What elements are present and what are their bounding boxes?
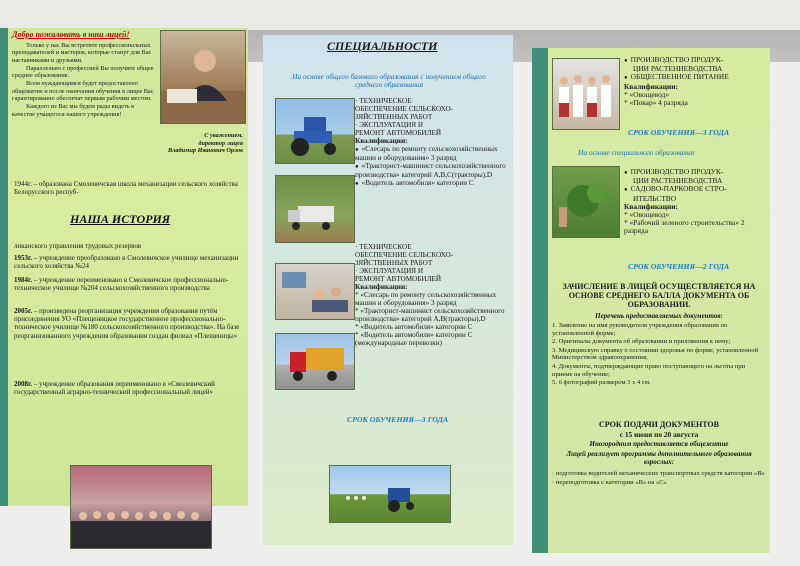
truck-illustration — [276, 176, 354, 242]
specialty-block-2 — [355, 243, 507, 347]
study-term-1: СРОК ОБУЧЕНИЯ—3 ГОДА — [628, 128, 730, 137]
history-text: – учреждение преобразовано в Смолевичское училище механизации сельского хозяйства №24 — [14, 254, 239, 271]
extra-item-text: переподготовка с категории «В» на «С» — [555, 478, 667, 486]
welcome-paragraph: Параллельно с профессией Вы получите общее среднее образование. — [12, 64, 154, 80]
extra-education-list — [552, 470, 766, 487]
document-item: 1. Заявление на имя руководителя учреждения образования по установленной форме; — [552, 322, 728, 337]
specialty-line: · ТЕХНИЧЕСКОЕ — [355, 243, 412, 251]
extra-item-text: подготовка водителей механических транспортных средств категории «В» — [555, 470, 765, 477]
qualification-text: «Повар» 4 разряда — [629, 98, 688, 108]
qualifications-label: Квалификации: — [624, 81, 678, 91]
specialty-line: ЗЯЙСТВЕННЫХ РАБОТ — [355, 113, 433, 121]
history-item — [14, 380, 244, 396]
study-term: СРОК ОБУЧЕНИЯ—3 ГОДА — [347, 415, 449, 424]
document-item: 5. 6 фотографий размером 3 х 4 см. — [552, 379, 651, 387]
history-year: 1984г. — [14, 276, 33, 284]
panel-left-edge — [0, 28, 8, 506]
director-signature — [68, 132, 243, 155]
history-item — [14, 276, 244, 292]
qualification-item: ● «Водитель автомобиля» категории С — [355, 179, 507, 188]
deadline-dates: с 15 июня по 20 августа — [619, 430, 699, 439]
tractor-photo — [275, 98, 355, 164]
qualification-item: * «Водитель автомобиля» категории С (международные перевозки) — [355, 331, 473, 347]
group-photo — [70, 465, 212, 549]
qualification-item: ● «Тракторист-машинист сельскохозяйственного производства» категорий А,В,С(тракторы),D — [355, 162, 507, 179]
signature-line: С уважением, — [204, 132, 243, 139]
specialty-line: · ТЕХНИЧЕСКОЕ — [355, 97, 412, 105]
qualification-text: «Овощевод» — [629, 210, 670, 220]
welcome-text — [12, 42, 157, 119]
program-line: ● ПРОИЗВОДСТВО ПРОДУК- — [624, 56, 766, 65]
cooks-illustration — [553, 59, 619, 129]
document-item: 2. Оригиналы документа об образовании и приложения к нему; — [552, 338, 731, 346]
document-item: 3. Медицинскую справку о состоянии здоровья по форме, установленной Министерством здравоохранения; — [552, 346, 759, 362]
dump-truck-photo — [275, 333, 355, 390]
classroom-photo — [275, 263, 355, 320]
director-photo — [160, 30, 246, 124]
qualification-text: «Водитель автомобиля» категории С — [360, 323, 473, 331]
specialty-line: · ЭКСПЛУАТАЦИЯ И — [355, 267, 424, 275]
tractor-illustration — [276, 99, 354, 163]
history-year: 1953г. — [14, 254, 33, 262]
history-intro — [14, 180, 244, 196]
program-line: ИТЕЛЬСТВО — [633, 193, 677, 203]
extra-item: · подготовка водителей механических транспортных средств категории «В» — [552, 470, 765, 477]
qualification-text: «Слесарь по ремонту сельскохозяйственных машин и оборудования» 3 разряд — [355, 291, 497, 307]
specialty-line: ЗЯЙСТВЕННЫХ РАБОТ — [355, 259, 433, 267]
enrollment-title: ЗАЧИСЛЕНИЕ В ЛИЦЕЙ ОСУЩЕСТВЛЯЕТСЯ НА ОСНОВЕ СРЕДНЕГО БАЛЛА ДОКУМЕНТА ОБ ОБРАЗОВАНИИ. — [562, 282, 756, 309]
qualification-item: * «Повар» 4 разряда — [624, 98, 688, 108]
qualification-text: «Тракторист-машинист сельскохозяйственного производства» категорий А,В(тракторы),D — [355, 307, 505, 323]
program-line: ЦИИ РАСТЕНИЕВОДСТВА — [633, 176, 723, 186]
document-item: 4. Документы, подтверждающие право поступающего на льготы при приеме на обучение; — [552, 362, 746, 378]
signature-line: директор лицея — [198, 139, 243, 147]
program-line: ● САДОВО-ПАРКОВОЕ СТРО- — [624, 185, 766, 194]
program-line: ● ПРОИЗВОДСТВО ПРОДУК- — [624, 168, 766, 177]
history-title: НАША ИСТОРИЯ — [70, 212, 171, 226]
plants-photo — [552, 166, 620, 238]
history-text: – учреждение переименовано в Смолевичское профессионально-техническое училище №204 сельскохозяйственного производства — [14, 276, 229, 293]
welcome-paragraph: Каждого из Вас мы будем рады видеть в качестве учащегося нашего учреждения! — [12, 103, 135, 118]
director-photo-illustration — [161, 31, 245, 123]
history-item — [14, 307, 244, 340]
documents-title: Перечень предоставляемых документов: — [595, 312, 723, 320]
qualifications-label: Квалификации: — [624, 201, 678, 211]
history-item — [14, 254, 244, 270]
specialty-line: ОБЕСПЕЧЕНИЕ СЕЛЬСКОХО- — [355, 251, 454, 259]
field-tractor-illustration — [330, 466, 450, 522]
qualification-item: * «Овощевод» — [624, 210, 670, 220]
dormitory-note: Иногородним предоставляется общежитие — [589, 440, 729, 448]
program-line: ● ОБЩЕСТВЕННОЕ ПИТАНИЕ — [624, 73, 766, 82]
specialty-block-1 — [355, 97, 507, 188]
signature-line: Владимир Иванович Орлов — [167, 147, 243, 154]
group-photo-illustration — [71, 466, 211, 548]
specialty-line: РЕМОНТ АВТОМОБИЛЕЙ — [355, 129, 442, 137]
history-text: – учреждение образования переименовано в «Смолевичский государственный аграрно-технический профессиональный лицей» — [14, 380, 215, 397]
qualification-item: * «Слесарь по ремонту сельскохозяйственных машин и оборудования» 3 разряд — [355, 291, 497, 307]
welcome-title: Добро пожаловать в наш лицей! — [12, 30, 130, 39]
welcome-paragraph: Только у нас Вы встретите профессиональных преподавателей и мастеров, которые станут для Вас наставниками и друзьями. — [12, 42, 152, 64]
history-intro-continued: ликанского управления трудовых резервов — [14, 242, 142, 250]
panel-admission — [548, 48, 770, 553]
specialty-line: · ЭКСПЛУАТАЦИЯ И — [355, 121, 424, 129]
extra-item: · переподготовка с категории «В» на «С» — [552, 478, 667, 486]
extra-education-title: Лицей реализует программы дополнительного образования взрослых: — [566, 450, 752, 466]
specialties-title: СПЕЦИАЛЬНОСТИ — [327, 39, 438, 53]
program-line: ЦИИ РАСТЕНИЕВОДСТВА — [633, 64, 723, 74]
panel-right-edge — [532, 48, 548, 553]
specialty-line: ОБЕСПЕЧЕНИЕ СЕЛЬСКОХО- — [355, 105, 454, 113]
classroom-illustration — [276, 264, 354, 319]
education-basis-special: На основе специального образования — [578, 148, 695, 157]
welcome-paragraph: Всем нуждающимся будет предоставлено общежитие и после окончания обучения в лицее Вас гарантированно обеспечат первым рабочим местом. — [12, 80, 154, 103]
history-intro-text: 1944г. – образована Смолевичская школа механизации сельского хозяйства Белорусского респуб- — [14, 180, 238, 197]
qualification-item: * «Рабочий зеленого строительства» 2 разряда — [624, 218, 745, 236]
qualification-text: «Рабочий зеленого строительства» 2 разряда — [624, 218, 745, 236]
truck-field-photo — [275, 175, 355, 243]
qualifications-label: Квалификации: — [355, 137, 408, 145]
qualifications-label: Квалификации: — [355, 283, 408, 291]
education-basis: На основе общего базового образования с получением общего среднего образования — [292, 72, 486, 90]
documents-list — [552, 322, 766, 388]
qualification-item: * «Тракторист-машинист сельскохозяйственного производства» категорий А,В(тракторы),D — [355, 307, 505, 323]
history-year: 2005г. — [14, 307, 33, 315]
history-text: – произведена реорганизация учреждения образования путём присоединения УО «Плещеницкое государственное профессионально-техническое училище №180 сельскохозяйственного производства». На базе реорганизованного учреждения образования создан филиал «Плещеницы» — [14, 307, 240, 340]
study-term-2: СРОК ОБУЧЕНИЯ—2 ГОДА — [628, 262, 730, 271]
qualification-item: * «Водитель автомобиля» категории С — [355, 323, 473, 331]
specialty-line: РЕМОНТ АВТОМОБИЛЕЙ — [355, 275, 442, 283]
qualification-item: * «Овощевод» — [624, 89, 670, 99]
plants-illustration — [553, 167, 619, 237]
program-group-1 — [624, 56, 766, 107]
program-group-2 — [624, 168, 766, 236]
panel-specialties — [263, 35, 513, 545]
field-tractor-photo — [329, 465, 451, 523]
qualification-item: ● «Слесарь по ремонту сельскохозяйственных машин и оборудования» 3 разряд — [355, 145, 507, 162]
deadline-title: СРОК ПОДАЧИ ДОКУМЕНТОВ — [599, 420, 719, 429]
qualification-text: «Водитель автомобиля» категории С (международные перевозки) — [355, 331, 473, 347]
qualification-text: «Овощевод» — [629, 89, 670, 99]
cooks-photo — [552, 58, 620, 130]
panel-welcome-history — [8, 28, 248, 506]
dump-truck-illustration — [276, 334, 354, 389]
history-year: 2008г. — [14, 380, 33, 388]
